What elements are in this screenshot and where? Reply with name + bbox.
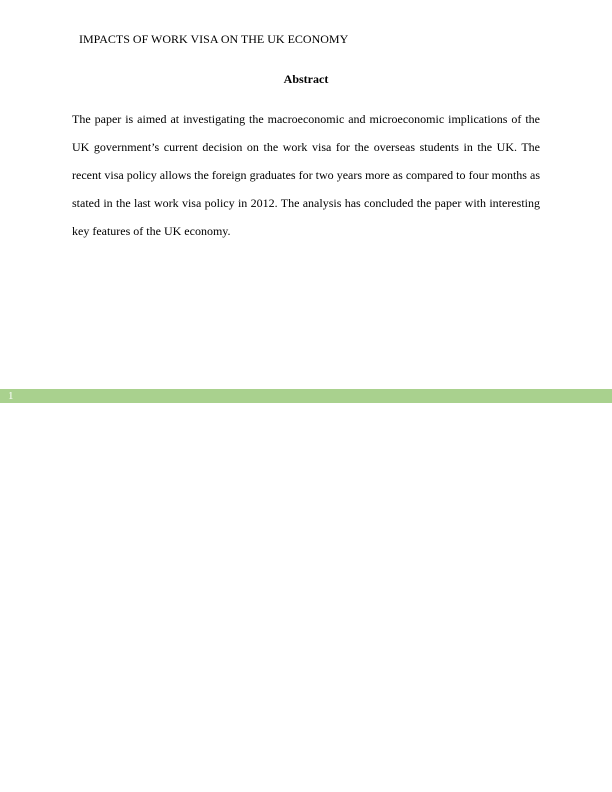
page-break-band: [0, 389, 612, 403]
abstract-heading: Abstract: [283, 72, 329, 86]
running-head: IMPACTS OF WORK VISA ON THE UK ECONOMY: [79, 32, 349, 46]
abstract-body: The paper is aimed at investigating the macroeconomic and microeconomic implications of the UK government’s current decision on the work visa for the overseas students in the UK. The recent visa policy allows the foreign graduates for two years more as compared to four months as stated in the last work visa policy in 2012. The analysis has concluded the paper with interesting key features of the UK economy.: [72, 112, 540, 238]
page-number: 1: [8, 390, 14, 402]
